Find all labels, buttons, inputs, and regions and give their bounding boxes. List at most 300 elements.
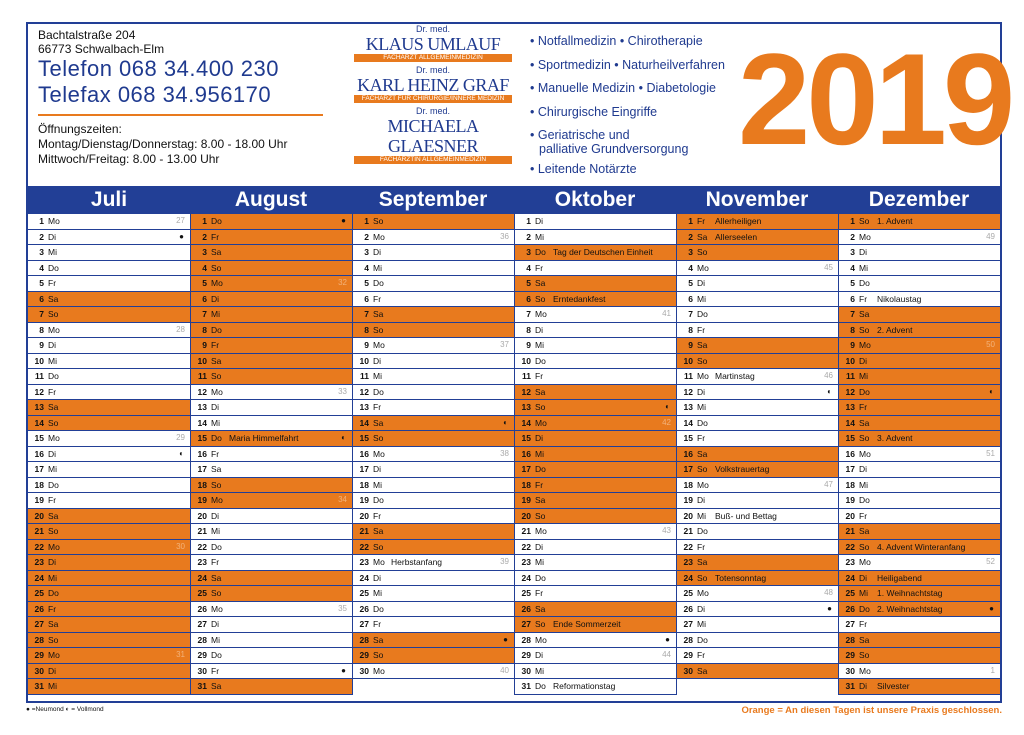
day-row [28,679,190,695]
day-row [353,369,514,385]
day-row [191,385,352,401]
weekday: Di [211,510,220,521]
weekday: Do [697,526,708,536]
weekday: Di [48,665,57,676]
day-row [191,292,352,308]
weekday: Fr [859,510,868,521]
hours-line-2: Mittwoch/Freitag: 8.00 - 13.00 Uhr [38,152,220,166]
day-row [191,431,352,447]
weekday: Mi [535,448,544,459]
weekday: So [211,479,222,490]
weekday: Mi [373,262,382,273]
day-row [515,679,676,695]
day-row [839,509,1000,525]
weekday: Do [373,495,384,505]
week-number: 28 [176,324,185,334]
day-row [839,493,1000,509]
day-row [839,261,1000,277]
doctor-1 [354,24,512,62]
weekday: Mi [211,526,220,536]
weekday: Sa [859,526,870,536]
week-number: 45 [824,262,833,272]
day-row [191,462,352,478]
day-row [677,276,838,292]
weekday: So [535,402,546,412]
day-row [515,307,676,323]
doctors [354,24,512,167]
weekday: Sa [697,665,708,676]
month-column [514,214,676,695]
day-row [28,555,190,571]
weekday: Di [535,650,544,660]
day-number: 9 [850,340,855,350]
hours-line-1: Montag/Dienstag/Donnerstag: 8.00 - 18.00 Uhr [38,137,288,151]
day-row [28,462,190,478]
weekday: Mi [859,479,868,490]
day-row [353,555,514,571]
weekday: So [211,371,222,381]
weekday: Do [48,479,59,490]
hours-title: Öffnungszeiten: [38,122,122,136]
weekday: Fr [373,510,382,521]
weekday: Fr [535,262,544,273]
weekday: Fr [48,603,57,614]
day-row [28,586,190,602]
day-row [677,478,838,494]
week-number: 38 [500,448,509,458]
week-number: 37 [500,340,509,349]
day-row [353,633,514,649]
weekday: Sa [211,355,222,366]
doctor-specialty: FACHARZT ALLGEMEINMEDIZIN [354,54,512,62]
day-number: 20 [197,510,207,521]
day-row [191,245,352,261]
day-number: 1 [202,216,207,226]
event-label: 1. Weihnachtstag [877,588,943,598]
weekday: Fr [211,340,220,350]
weekday: So [373,216,384,226]
weekday: Di [859,681,868,691]
weekday: So [859,541,870,552]
weekday: Di [373,464,382,474]
weekday: Di [697,603,706,614]
month-header: Juli [90,188,128,211]
day-number: 11 [846,371,855,381]
full-moon-icon: ◐ [341,433,346,442]
day-number: 14 [34,417,44,428]
weekday: Mo [211,386,223,397]
day-row [353,323,514,339]
day-number: 2 [39,231,44,242]
day-row [353,509,514,525]
day-row [353,431,514,447]
event-label: Silvester [877,681,910,691]
day-row [839,230,1000,246]
weekday: Sa [373,417,384,428]
day-number: 27 [359,619,369,629]
day-row [515,571,676,587]
weekday: Di [373,572,382,583]
day-row [677,555,838,571]
day-row [515,261,676,277]
day-number: 7 [202,309,207,319]
day-number: 27 [845,619,855,629]
day-row [191,338,352,354]
doctor-specialty: FACHARZT FÜR CHIRURGIE/INNERE MEDIZIN [354,95,512,103]
service-line: • Notfallmedizin • Chirotherapie [530,34,703,48]
day-row [839,478,1000,494]
weekday: Di [48,231,57,242]
weekday: Mi [48,464,57,474]
day-number: 6 [364,293,369,304]
day-row [28,338,190,354]
weekday: So [697,247,708,257]
day-row [191,664,352,680]
street: Bachtalstraße 204 [38,28,136,42]
day-row [677,338,838,354]
day-row [353,571,514,587]
week-number: 42 [662,417,671,427]
day-number: 23 [359,557,369,567]
day-row [839,292,1000,308]
weekday: Mo [859,557,871,567]
day-number: 8 [364,324,369,335]
doctor-3 [354,106,512,164]
day-number: 16 [34,448,44,459]
day-number: 19 [359,495,369,505]
day-row [839,447,1000,463]
doctor-name: MICHAELA GLAESNER [387,116,479,156]
day-number: 8 [850,324,855,335]
day-number: 19 [521,495,531,505]
day-row [28,230,190,246]
weekday: Sa [48,402,59,412]
day-row [191,307,352,323]
day-row [28,292,190,308]
day-row [28,540,190,556]
weekday: So [535,293,546,304]
day-number: 11 [684,371,693,381]
day-row [191,602,352,618]
day-number: 2 [202,231,207,242]
day-number: 15 [359,433,369,443]
day-number: 23 [197,557,207,567]
day-row [28,524,190,540]
weekday: Di [859,464,868,474]
day-number: 12 [359,386,369,397]
weekday: Sa [211,464,222,474]
day-number: 13 [845,402,855,412]
day-row [515,509,676,525]
weekday: So [48,309,59,319]
day-number: 18 [197,479,207,490]
weekday: Mo [48,541,60,552]
day-row [677,633,838,649]
day-row [839,586,1000,602]
day-row [839,664,1000,680]
day-number: 17 [34,464,44,474]
calendar-grid [28,214,1000,695]
weekday: Sa [535,603,546,614]
closed-days-note: Orange = An diesen Tagen ist unsere Praxis geschlossen. [741,705,1002,716]
weekday: Di [697,386,706,397]
day-number: 14 [521,417,531,428]
weekday: Do [211,433,222,443]
day-row [191,540,352,556]
weekday: Mo [535,417,547,428]
day-row [28,416,190,432]
weekday: Mi [697,402,706,412]
day-number: 22 [34,541,44,552]
weekday: Mo [373,340,385,350]
day-number: 5 [202,278,207,288]
service-line: palliative Grundversorgung [539,142,689,156]
day-number: 7 [688,309,693,319]
day-row [677,648,838,664]
day-row [191,478,352,494]
day-number: 4 [39,262,44,273]
day-number: 22 [359,541,369,552]
day-row [839,555,1000,571]
day-row [353,447,514,463]
week-number: 41 [662,309,671,318]
day-row [191,261,352,277]
day-number: 25 [197,588,207,598]
day-number: 22 [521,541,531,552]
day-number: 6 [39,293,44,304]
day-number: 13 [34,402,44,412]
weekday: Sa [48,510,59,521]
weekday: Sa [535,495,546,505]
day-number: 23 [683,557,693,567]
day-number: 24 [34,572,44,583]
day-row [353,214,514,230]
day-number: 11 [522,371,531,381]
weekday: Mo [211,603,223,614]
day-row [515,602,676,618]
weekday: Sa [859,309,870,319]
day-number: 1 [39,216,44,226]
day-row [515,431,676,447]
day-row [28,245,190,261]
day-row [353,462,514,478]
day-row [677,416,838,432]
day-row [353,493,514,509]
week-number: 39 [500,557,509,566]
day-row [839,462,1000,478]
weekday: Fr [697,541,706,552]
day-row [515,276,676,292]
day-row [191,648,352,664]
day-row [677,354,838,370]
weekday: So [48,634,59,645]
weekday: Do [859,278,870,288]
day-row [677,524,838,540]
day-number: 1 [688,216,693,226]
new-moon-icon: ● [341,216,346,225]
day-number: 26 [683,603,693,614]
day-row [515,385,676,401]
day-number: 3 [526,247,531,257]
event-label: Maria Himmelfahrt [229,433,299,443]
day-number: 3 [688,247,693,257]
day-row [28,648,190,664]
event-label: 2. Advent [877,324,913,335]
day-row [515,478,676,494]
weekday: Mo [373,665,385,676]
weekday: Mo [211,495,223,505]
day-row [515,462,676,478]
doctor-name: KLAUS UMLAUF [365,34,501,54]
weekday: Mo [48,433,60,443]
day-number: 29 [197,650,207,660]
day-number: 26 [359,603,369,614]
day-number: 27 [521,619,531,629]
weekday: Sa [373,526,384,536]
weekday: Di [535,433,544,443]
weekday: Do [211,650,222,660]
day-row [353,478,514,494]
day-number: 12 [197,386,207,397]
day-number: 29 [683,650,693,660]
day-number: 25 [359,588,369,598]
weekday: Sa [697,231,708,242]
day-row [677,586,838,602]
day-row [515,447,676,463]
week-number: 30 [176,541,185,551]
day-number: 21 [197,526,207,536]
weekday: Sa [373,634,384,645]
day-number: 4 [850,262,855,273]
weekday: Do [535,355,546,366]
weekday: Di [859,247,868,257]
day-number: 22 [197,541,207,552]
weekday: So [859,650,870,660]
day-row [191,369,352,385]
day-number: 13 [521,402,531,412]
week-number: 52 [986,557,995,566]
day-number: 5 [850,278,855,288]
month-header: Dezember [868,188,970,211]
day-number: 28 [359,634,369,645]
day-row [839,338,1000,354]
new-moon-icon: ● [827,603,832,613]
month-header: November [705,188,809,211]
service-line: • Sportmedizin • Naturheilverfahren [530,57,725,72]
weekday: Sa [373,309,384,319]
event-label: Allerseelen [715,231,758,242]
day-row [191,493,352,509]
doctor-title: Dr. med. [415,65,450,75]
weekday: Fr [697,324,706,335]
day-number: 10 [197,355,207,366]
day-number: 17 [683,464,693,474]
day-number: 18 [34,479,44,490]
day-row [839,617,1000,633]
day-number: 19 [197,495,207,505]
weekday: Do [211,216,222,226]
month-column [352,214,514,695]
weekday: Do [48,588,59,598]
weekday: Do [697,634,708,645]
day-row [839,214,1000,230]
weekday: Di [535,216,544,226]
day-number: 19 [34,495,44,505]
weekday: Do [697,417,708,428]
weekday: Fr [859,619,868,629]
day-number: 22 [683,541,693,552]
weekday: Fr [859,402,868,412]
day-number: 21 [521,526,531,536]
day-row [515,633,676,649]
day-number: 9 [202,340,207,350]
day-number: 30 [521,665,531,676]
weekday: Mi [697,510,706,521]
day-row [28,323,190,339]
weekday: Fr [535,479,544,490]
weekday: So [859,433,870,443]
day-number: 10 [521,355,531,366]
weekday: Fr [373,402,382,412]
weekday: Fr [48,278,57,288]
week-number: 49 [986,231,995,241]
day-number: 11 [198,371,207,381]
day-number: 4 [688,262,693,273]
weekday: Mi [535,557,544,567]
day-number: 6 [850,293,855,304]
new-moon-icon: ● [179,231,184,241]
week-number: 1 [990,665,995,675]
day-row [677,431,838,447]
weekday: Mo [697,262,709,273]
day-row [28,633,190,649]
day-row [677,617,838,633]
full-moon-icon: ◐ [989,386,994,396]
day-row [515,214,676,230]
day-row [677,462,838,478]
weekday: Do [48,262,59,273]
day-number: 9 [688,340,693,350]
weekday: Di [211,293,220,304]
weekday: Mo [373,231,385,242]
weekday: Do [859,386,870,397]
day-number: 15 [34,433,44,443]
day-row [839,602,1000,618]
day-row [515,586,676,602]
day-row [28,431,190,447]
week-number: 36 [500,231,509,241]
day-row [28,214,190,230]
day-number: 21 [683,526,693,536]
day-number: 15 [845,433,855,443]
day-number: 2 [850,231,855,242]
weekday: Mi [48,247,57,257]
day-number: 29 [359,650,369,660]
week-number: 46 [824,371,833,380]
day-number: 17 [521,464,531,474]
day-row [191,276,352,292]
day-number: 24 [521,572,531,583]
practice-address [38,28,333,167]
doctor-title: Dr. med. [415,24,450,34]
day-row [353,586,514,602]
day-number: 14 [197,417,207,428]
weekday: Mi [535,665,544,676]
weekday: So [373,433,384,443]
weekday: So [48,526,59,536]
weekday: Mo [535,634,547,645]
weekday: Mi [48,681,57,691]
